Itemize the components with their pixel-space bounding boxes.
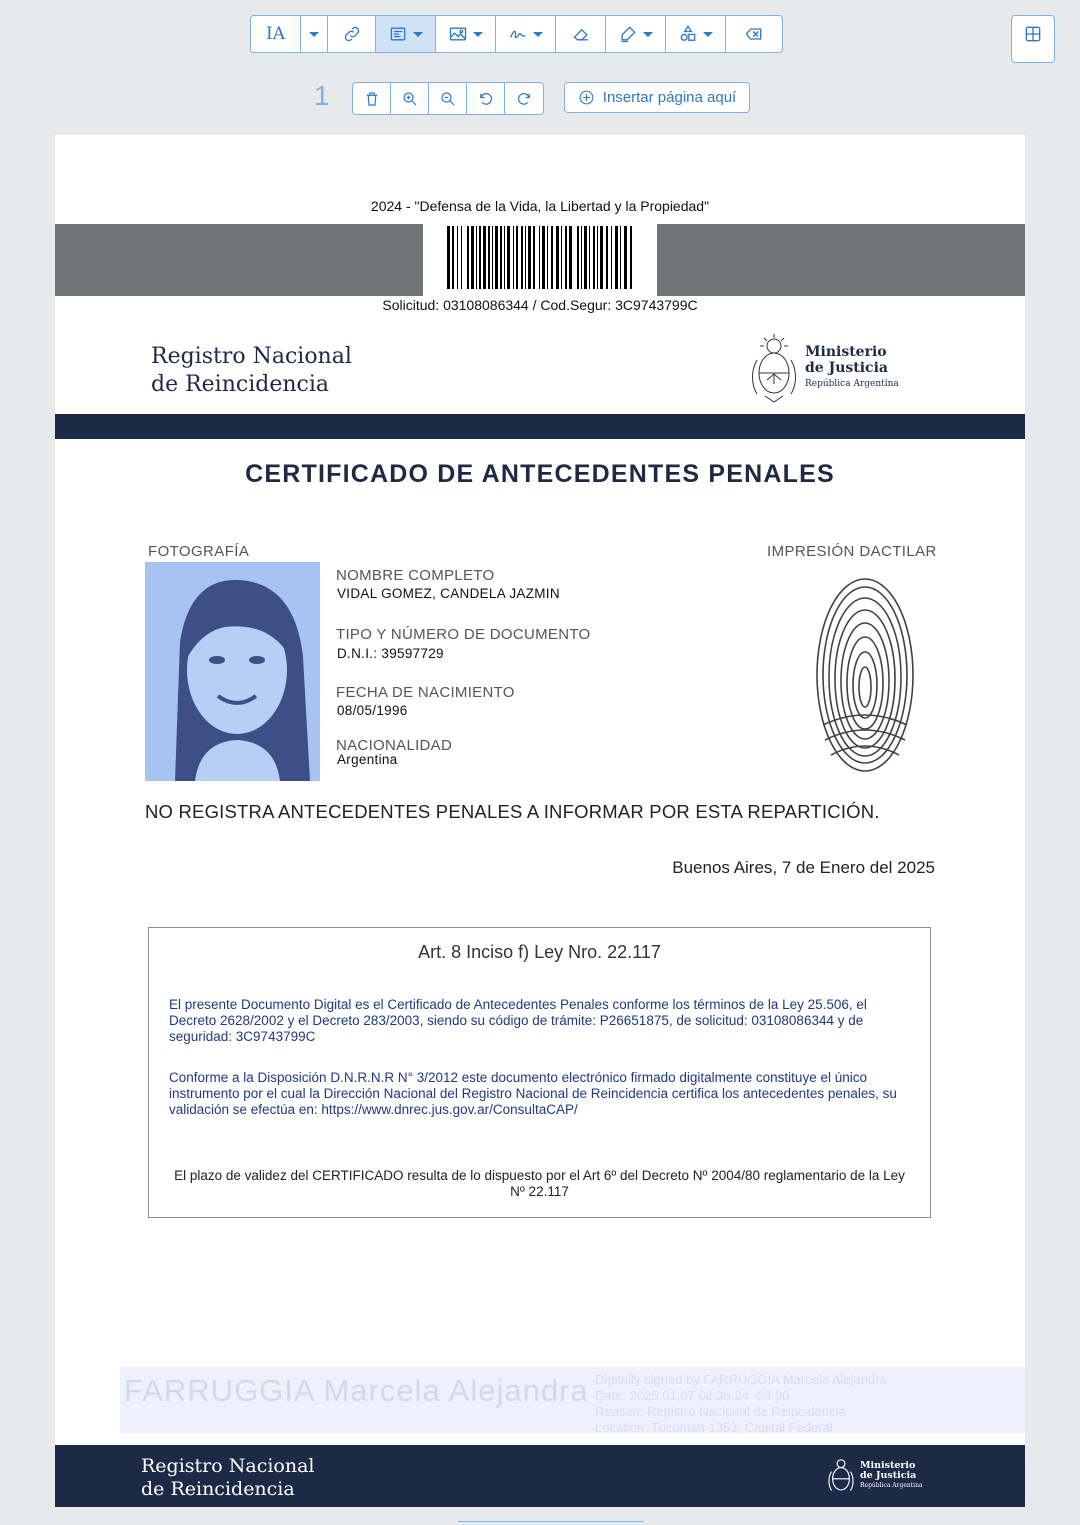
chevron-down-icon	[413, 32, 423, 37]
signature-details	[595, 1372, 887, 1436]
full-name-label: NOMBRE COMPLETO	[336, 567, 495, 584]
footer-ministry-line3: República Argentina	[860, 1482, 923, 1489]
signature-date: Date: 2025.01.07 02:36:24 -03:00	[595, 1388, 790, 1403]
ministry-line1: Ministerio	[805, 344, 887, 360]
signature-icon	[508, 24, 528, 44]
signed-by: Digitally signed by FARRUGGIA Marcela Alejandra	[595, 1372, 887, 1387]
chevron-down-icon	[309, 32, 319, 37]
legal-paragraph-2: Conforme a la Disposición D.N.R.N.R N° 3/2012 este documento electrónico firmado digitalmente constituye el único instrumento por el cual la Dirección Nacional del Registro Nacional de Reincidencia certifica los antecedentes penales, su validación se efectúa en: https://www.dnrec.jus.gov.ar/ConsultaCAP/	[169, 1070, 897, 1117]
footer-ministry-line1: Ministerio	[860, 1460, 916, 1471]
validity-statement: El plazo de validez del CERTIFICADO resulta de lo dispuesto por el Art 6º del Decreto Nº 2004/80 reglamentario de la Ley Nº 22.117	[174, 1168, 905, 1199]
chevron-down-icon	[533, 32, 543, 37]
document-page	[55, 135, 1025, 1507]
document-number-value: D.N.I.: 39597729	[337, 646, 444, 661]
delete-page-button[interactable]	[353, 83, 391, 114]
birth-date-value: 08/05/1996	[337, 703, 408, 718]
page-number: 1	[314, 80, 330, 111]
grid-icon	[1023, 24, 1043, 44]
text-tool-button[interactable]	[251, 16, 301, 52]
highlighter-tool-button[interactable]	[606, 16, 666, 52]
shapes-tool-button[interactable]	[666, 16, 726, 52]
highlighter-icon	[618, 24, 638, 44]
footer-registry-line1: Registro Nacional	[141, 1455, 315, 1477]
registry-line2: de Reincidencia	[151, 372, 329, 397]
text-tool-dropdown[interactable]	[301, 16, 328, 52]
rotate-right-button[interactable]	[505, 83, 543, 114]
full-name-value: VIDAL GOMEZ, CANDELA JAZMIN	[337, 586, 560, 601]
zoom-out-icon	[439, 90, 457, 108]
document-footer	[55, 1445, 1025, 1507]
footer-registry-line2: de Reincidencia	[141, 1478, 295, 1500]
insert-page-button[interactable]	[564, 82, 750, 113]
digital-signature[interactable]	[120, 1367, 1025, 1433]
trash-icon	[363, 90, 381, 108]
legal-box	[148, 927, 931, 1218]
chevron-down-icon	[703, 32, 713, 37]
editor-toolbar	[250, 15, 783, 53]
footer-ministry-text	[860, 1461, 923, 1491]
legal-paragraph-1: El presente Documento Digital es el Certificado de Antecedentes Penales conforme los términos de la Ley 25.506, el Decreto 2628/2002 y el Decreto 283/2003, siendo su código de trámite: P26651875, de solicitud: 03108086344 y de seguridad: 3C9743799C	[169, 997, 867, 1044]
zoom-in-button[interactable]	[391, 83, 429, 114]
coat-of-arms-icon	[749, 330, 799, 406]
rotate-left-icon	[477, 90, 495, 108]
link-tool-button[interactable]	[328, 16, 376, 52]
barcode	[423, 224, 657, 296]
birth-date-label: FECHA DE NACIMIENTO	[336, 684, 515, 701]
eraser-tool-button[interactable]	[556, 16, 606, 52]
nationality-label: NACIONALIDAD	[336, 737, 453, 754]
registry-name	[151, 343, 352, 399]
next-page-control[interactable]	[458, 1521, 644, 1525]
solicitud-code: Solicitud: 03108086344 / Cod.Segur: 3C9743799C	[382, 297, 698, 313]
chevron-down-icon	[643, 32, 653, 37]
insert-page-label: Insertar página aquí	[602, 89, 737, 106]
header-gray-bar-right	[657, 224, 1025, 296]
document-number-label: TIPO Y NÚMERO DE DOCUMENTO	[336, 626, 591, 643]
fingerprint-label: IMPRESIÓN DACTILAR	[767, 543, 937, 560]
footer-registry-name	[141, 1455, 315, 1501]
zoom-out-button[interactable]	[429, 83, 467, 114]
signature-tool-button[interactable]	[496, 16, 556, 52]
ministry-text	[805, 344, 899, 392]
image-icon	[448, 24, 468, 44]
signer-name: FARRUGGIA Marcela Alejandra	[124, 1373, 589, 1408]
rotate-right-icon	[515, 90, 533, 108]
image-tool-button[interactable]	[436, 16, 496, 52]
clear-tool-button[interactable]	[726, 16, 782, 52]
form-tool-button[interactable]	[376, 16, 436, 52]
plus-circle-icon	[578, 89, 595, 106]
fingerprint-image	[803, 575, 933, 780]
zoom-in-icon	[401, 90, 419, 108]
signature-reason: Reason: Registro Nacional de Reincidencia	[595, 1404, 846, 1419]
form-icon	[388, 24, 408, 44]
place-date: Buenos Aires, 7 de Enero del 2025	[672, 858, 935, 877]
no-record-statement: NO REGISTRA ANTECEDENTES PENALES A INFORMAR POR ESTA REPARTICIÓN.	[145, 801, 880, 822]
document-motto: 2024 - "Defensa de la Vida, la Libertad y la Propiedad"	[370, 198, 710, 214]
rotate-left-button[interactable]	[467, 83, 505, 114]
footer-ministry-logo	[827, 1453, 923, 1499]
legal-article: Art. 8 Inciso f) Ley Nro. 22.117	[418, 942, 661, 962]
registry-line1: Registro Nacional	[151, 344, 352, 369]
page-grid-button[interactable]	[1011, 15, 1055, 63]
holder-photo	[145, 562, 320, 781]
link-icon	[342, 24, 362, 44]
nationality-value: Argentina	[337, 752, 398, 767]
signature-location: Location: Tucuman 1353, Capital Federal	[595, 1420, 833, 1435]
shapes-icon	[678, 24, 698, 44]
header-navy-band	[55, 414, 1025, 439]
ministry-logo	[749, 330, 899, 406]
header-gray-bar-left	[55, 224, 423, 296]
backspace-icon	[744, 24, 764, 44]
photo-label: FOTOGRAFÍA	[148, 543, 250, 560]
ministry-line3: República Argentina	[805, 379, 899, 389]
text-tool-icon: IA	[266, 24, 285, 44]
page-tools	[352, 82, 544, 115]
coat-of-arms-icon	[827, 1453, 855, 1499]
footer-ministry-line2: de Justicia	[860, 1470, 917, 1481]
chevron-down-icon	[473, 32, 483, 37]
certificate-title: CERTIFICADO DE ANTECEDENTES PENALES	[245, 460, 835, 488]
eraser-icon	[571, 24, 591, 44]
ministry-line2: de Justicia	[805, 360, 888, 376]
